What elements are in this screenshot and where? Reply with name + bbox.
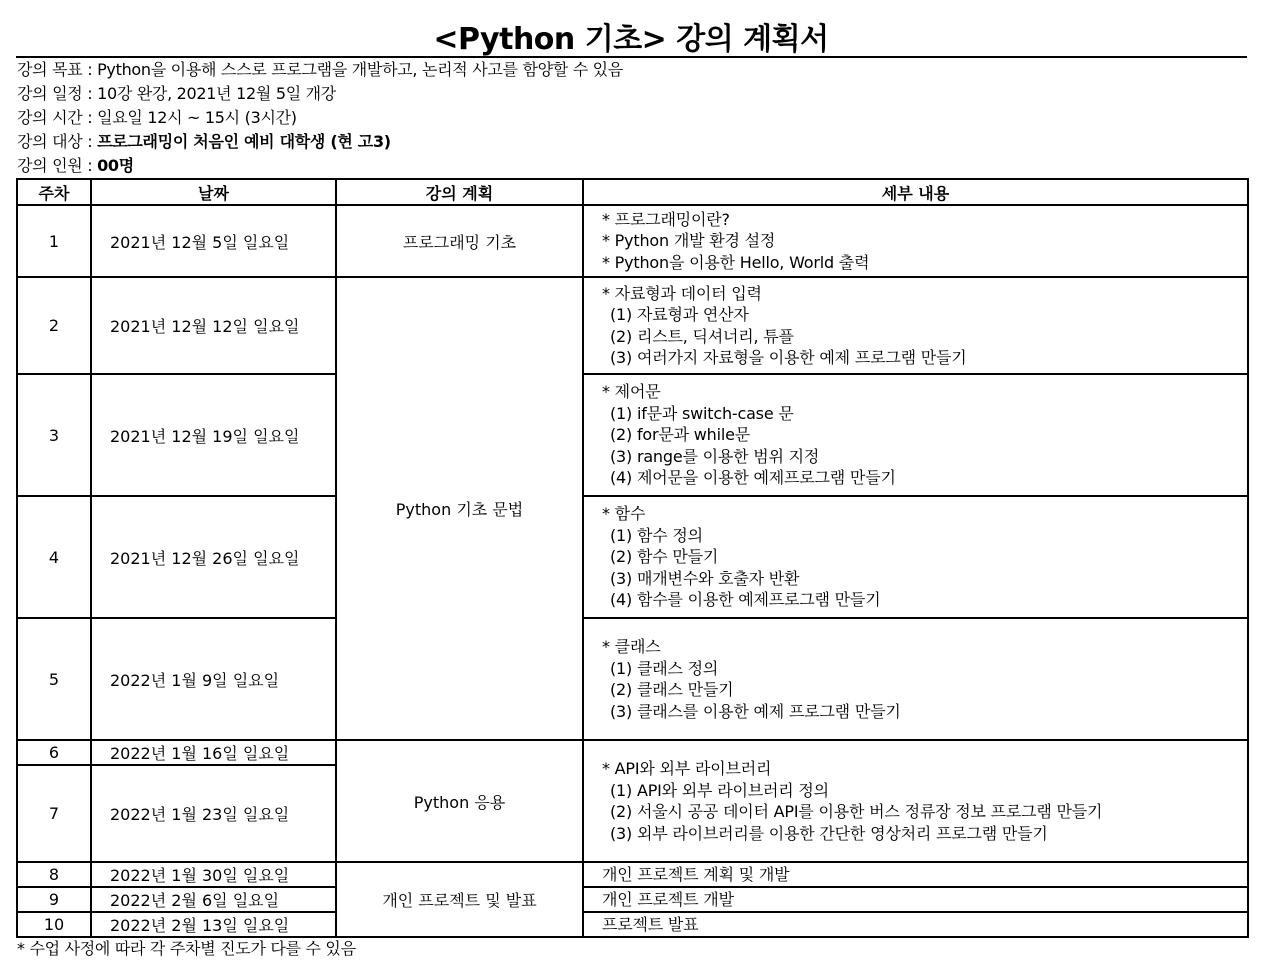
detail-cell xyxy=(583,740,1248,862)
info-label: 강의 시간 : xyxy=(17,108,98,127)
header-plan: 강의 계획 xyxy=(336,179,583,205)
detail-heading: * 자료형과 데이터 입력 xyxy=(602,283,762,303)
detail-cell xyxy=(583,496,1248,618)
detail-line: * 프로그래밍이란? xyxy=(602,209,730,229)
info-value: 10강 완강, 2021년 12월 5일 개강 xyxy=(97,84,336,103)
info-value: Python을 이용해 스스로 프로그램을 개발하고, 논리적 사고를 함양할 수 있음 xyxy=(97,60,623,79)
detail-item: (3) 외부 라이브러리를 이용한 간단한 영상처리 프로그램 만들기 xyxy=(610,823,1048,843)
detail-item: (1) API와 외부 라이브러리 정의 xyxy=(610,780,829,800)
detail-cell: 프로젝트 발표 xyxy=(583,912,1248,937)
table-row xyxy=(17,205,1248,277)
info-time xyxy=(17,106,1247,130)
detail-item: (1) 클래스 정의 xyxy=(610,658,719,678)
info-label: 강의 일정 : xyxy=(17,84,98,103)
detail-item: (2) 함수 만들기 xyxy=(610,547,719,567)
info-headcount xyxy=(17,154,1247,178)
week-number: 6 xyxy=(17,740,91,765)
plan-cell: Python 응용 xyxy=(336,740,583,862)
detail-heading: * API와 외부 라이브러리 xyxy=(602,759,772,778)
header-week: 주차 xyxy=(17,179,91,205)
table-row xyxy=(17,740,1248,765)
detail-item: (2) 클래스 만들기 xyxy=(610,680,734,699)
week-number: 1 xyxy=(17,205,91,277)
detail-item: (3) 클래스를 이용한 예제 프로그램 만들기 xyxy=(610,701,901,721)
table-row xyxy=(17,887,1248,912)
detail-item: (4) 제어문을 이용한 예제프로그램 만들기 xyxy=(610,468,896,488)
detail-item: (1) if문과 switch-case 문 xyxy=(610,403,794,423)
week-date: 2022년 1월 23일 일요일 xyxy=(91,765,336,862)
plan-cell: 개인 프로젝트 및 발표 xyxy=(336,862,583,937)
week-number: 7 xyxy=(17,765,91,862)
detail-item: (1) 함수 정의 xyxy=(610,525,703,545)
info-value: 프로그래밍이 처음인 예비 대학생 (현 고3) xyxy=(97,132,391,151)
week-date: 2021년 12월 5일 일요일 xyxy=(91,205,336,277)
header-detail: 세부 내용 xyxy=(583,179,1248,205)
detail-line: * Python 개발 환경 설정 xyxy=(602,231,776,251)
week-number: 9 xyxy=(17,887,91,912)
table-row xyxy=(17,912,1248,937)
document-title: <Python 기초> 강의 계획서 xyxy=(433,22,829,57)
table-row xyxy=(17,277,1248,374)
detail-heading: * 함수 xyxy=(602,504,646,524)
info-schedule xyxy=(17,82,1247,106)
detail-cell xyxy=(583,618,1248,740)
header-date: 날짜 xyxy=(91,179,336,205)
week-date: 2022년 1월 16일 일요일 xyxy=(91,740,336,765)
footnote: * 수업 사정에 따라 각 주차별 진도가 다를 수 있음 xyxy=(17,939,356,958)
detail-cell xyxy=(583,205,1248,277)
week-number: 4 xyxy=(17,496,91,618)
info-value: 00명 xyxy=(97,156,134,175)
plan-cell: Python 기초 문법 xyxy=(336,277,583,740)
detail-item: (3) range를 이용한 범위 지정 xyxy=(610,446,820,466)
detail-item: (3) 매개변수와 호출자 반환 xyxy=(610,568,800,588)
week-date: 2021년 12월 26일 일요일 xyxy=(91,496,336,618)
detail-heading: * 클래스 xyxy=(602,637,661,656)
detail-item: (1) 자료형과 연산자 xyxy=(610,305,749,324)
week-date: 2022년 1월 30일 일요일 xyxy=(91,862,336,887)
week-number: 5 xyxy=(17,618,91,740)
week-number: 3 xyxy=(17,374,91,496)
course-plan-table xyxy=(16,178,1249,938)
week-date: 2022년 2월 6일 일요일 xyxy=(91,887,336,912)
week-date: 2022년 1월 9일 일요일 xyxy=(91,618,336,740)
week-date: 2021년 12월 19일 일요일 xyxy=(91,374,336,496)
detail-cell xyxy=(583,277,1248,374)
detail-item: (2) 리스트, 딕셔너리, 튜플 xyxy=(610,326,794,346)
detail-cell: 개인 프로젝트 계획 및 개발 xyxy=(583,862,1248,887)
detail-cell: 개인 프로젝트 개발 xyxy=(583,887,1248,912)
table-row xyxy=(17,496,1248,618)
table-header-row xyxy=(17,179,1248,205)
info-label: 강의 목표 : xyxy=(17,60,98,79)
detail-item: (2) for문과 while문 xyxy=(610,425,750,445)
table-row xyxy=(17,862,1248,887)
week-date: 2021년 12월 12일 일요일 xyxy=(91,277,336,374)
table-row xyxy=(17,374,1248,496)
week-number: 2 xyxy=(17,277,91,374)
table-row xyxy=(17,618,1248,740)
week-date: 2022년 2월 13일 일요일 xyxy=(91,912,336,937)
detail-heading: * 제어문 xyxy=(602,382,661,402)
course-info xyxy=(17,58,1247,178)
detail-cell xyxy=(583,374,1248,496)
detail-item: (3) 여러가지 자료형을 이용한 예제 프로그램 만들기 xyxy=(610,348,967,367)
detail-item: (2) 서울시 공공 데이터 API를 이용한 버스 정류장 정보 프로그램 만들기 xyxy=(610,802,1103,821)
info-value: 일요일 12시 ~ 15시 (3시간) xyxy=(97,108,297,127)
info-goal xyxy=(17,58,1247,82)
info-label: 강의 인원 : xyxy=(17,156,98,175)
detail-line: * Python을 이용한 Hello, World 출력 xyxy=(602,252,870,272)
detail-item: (4) 함수를 이용한 예제프로그램 만들기 xyxy=(610,590,881,610)
week-number: 10 xyxy=(17,912,91,937)
info-target xyxy=(17,130,1247,154)
plan-cell: 프로그래밍 기초 xyxy=(336,205,583,277)
info-label: 강의 대상 : xyxy=(17,132,98,151)
week-number: 8 xyxy=(17,862,91,887)
